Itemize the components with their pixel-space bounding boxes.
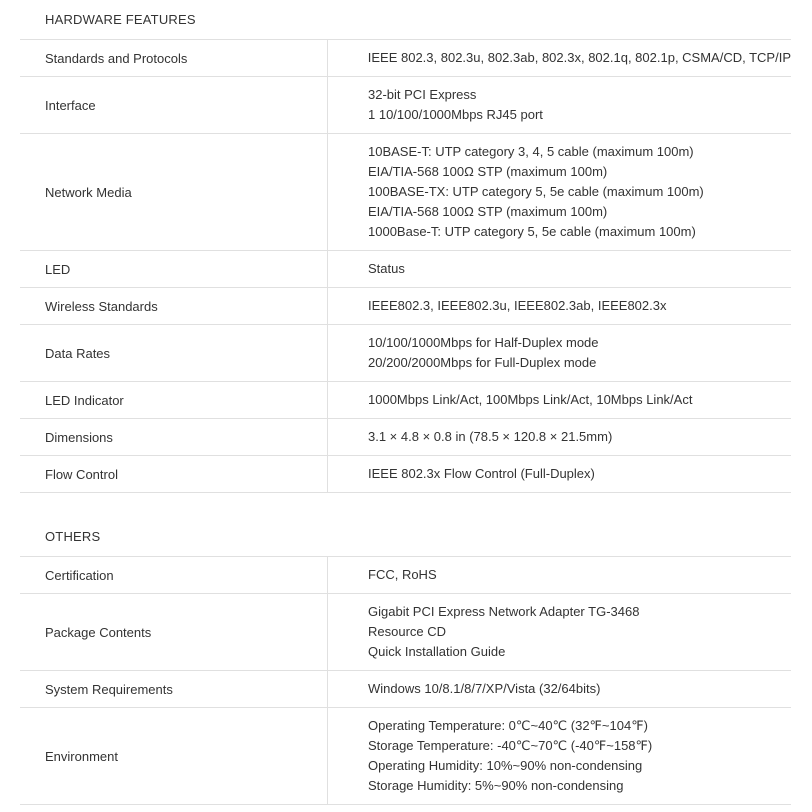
spec-value-line: 10BASE-T: UTP category 3, 4, 5 cable (maximum 100m) xyxy=(368,144,694,159)
spec-row-data-rates xyxy=(20,325,791,382)
spec-row-standards-and-protocols xyxy=(20,40,791,77)
spec-value xyxy=(328,333,791,373)
spec-row-network-media xyxy=(20,134,791,251)
spec-row-certification xyxy=(20,557,791,594)
spec-row-interface xyxy=(20,77,791,134)
spec-label: Data Rates xyxy=(20,325,328,381)
spec-value-line: Windows 10/8.1/8/7/XP/Vista (32/64bits) xyxy=(368,681,601,696)
spec-value xyxy=(328,464,791,484)
spec-row-package-contents xyxy=(20,594,791,671)
spec-row-led-indicator xyxy=(20,382,791,419)
spec-value xyxy=(328,142,791,242)
spec-label: Package Contents xyxy=(20,594,328,670)
spec-value-line: Storage Humidity: 5%~90% non-condensing xyxy=(368,778,624,793)
spec-value-line: EIA/TIA-568 100Ω STP (maximum 100m) xyxy=(368,164,608,179)
spec-label: Network Media xyxy=(20,134,328,250)
spec-value-line: 1 10/100/1000Mbps RJ45 port xyxy=(368,107,543,122)
spec-row-flow-control xyxy=(20,456,791,493)
spec-label: Flow Control xyxy=(20,456,328,492)
spec-value-line: Operating Humidity: 10%~90% non-condensing xyxy=(368,758,643,773)
spec-row-led xyxy=(20,251,791,288)
spec-value-line: IEEE 802.3, 802.3u, 802.3ab, 802.3x, 802.1q, 802.1p, CSMA/CD, TCP/IP xyxy=(367,50,791,65)
others-spec-table xyxy=(20,556,791,805)
spec-value-line: 1000Mbps Link/Act, 100Mbps Link/Act, 10Mbps Link/Act xyxy=(368,392,693,407)
spec-value-line: 20/200/2000Mbps for Full-Duplex mode xyxy=(368,355,597,370)
spec-value-line: Quick Installation Guide xyxy=(368,644,506,659)
hardware-section-title: HARDWARE FEATURES xyxy=(45,12,196,27)
spec-label: LED xyxy=(20,251,328,287)
spec-value-line: 1000Base-T: UTP category 5, 5e cable (maximum 100m) xyxy=(368,224,696,239)
spec-value xyxy=(328,679,791,699)
spec-value-line: 10/100/1000Mbps for Half-Duplex mode xyxy=(368,335,599,350)
hardware-spec-table xyxy=(20,39,791,493)
spec-label: LED Indicator xyxy=(20,382,328,418)
spec-value-line: IEEE802.3, IEEE802.3u, IEEE802.3ab, IEEE802.3x xyxy=(368,298,667,313)
spec-value-line: Storage Temperature: -40℃~70℃ (-40℉~158℉) xyxy=(368,738,653,753)
spec-value xyxy=(328,48,791,68)
spec-label: Standards and Protocols xyxy=(20,40,328,76)
spec-value xyxy=(328,259,791,279)
spec-label: Certification xyxy=(20,557,328,593)
spec-row-wireless-standards xyxy=(20,288,791,325)
spec-value-line: EIA/TIA-568 100Ω STP (maximum 100m) xyxy=(368,204,608,219)
spec-row-dimensions xyxy=(20,419,791,456)
spec-value-line: FCC, RoHS xyxy=(368,567,437,582)
spec-value-line: 100BASE-TX: UTP category 5, 5e cable (maximum 100m) xyxy=(368,184,704,199)
spec-value-line: IEEE 802.3x Flow Control (Full-Duplex) xyxy=(368,466,595,481)
spec-value xyxy=(328,390,791,410)
spec-value-line: Status xyxy=(368,261,405,276)
spec-value-line: 32-bit PCI Express xyxy=(368,87,477,102)
spec-value xyxy=(328,565,791,585)
spec-label: Wireless Standards xyxy=(20,288,328,324)
spec-value xyxy=(328,427,791,447)
spec-label: System Requirements xyxy=(20,671,328,707)
spec-label: Dimensions xyxy=(20,419,328,455)
spec-value xyxy=(328,716,791,796)
spec-value-line: Gigabit PCI Express Network Adapter TG-3468 xyxy=(368,604,640,619)
spec-value-line: Operating Temperature: 0℃~40℃ (32℉~104℉) xyxy=(368,718,648,733)
spec-value-line: 3.1 × 4.8 × 0.8 in (78.5 × 120.8 × 21.5mm) xyxy=(368,429,613,444)
spec-row-environment xyxy=(20,708,791,805)
others-section-title: OTHERS xyxy=(45,529,101,544)
spec-label: Interface xyxy=(20,77,328,133)
spec-row-system-requirements xyxy=(20,671,791,708)
spec-value xyxy=(328,296,791,316)
spec-value xyxy=(328,85,791,125)
spec-value-line: Resource CD xyxy=(368,624,447,639)
spec-label: Environment xyxy=(20,708,328,804)
spec-value xyxy=(328,602,791,662)
